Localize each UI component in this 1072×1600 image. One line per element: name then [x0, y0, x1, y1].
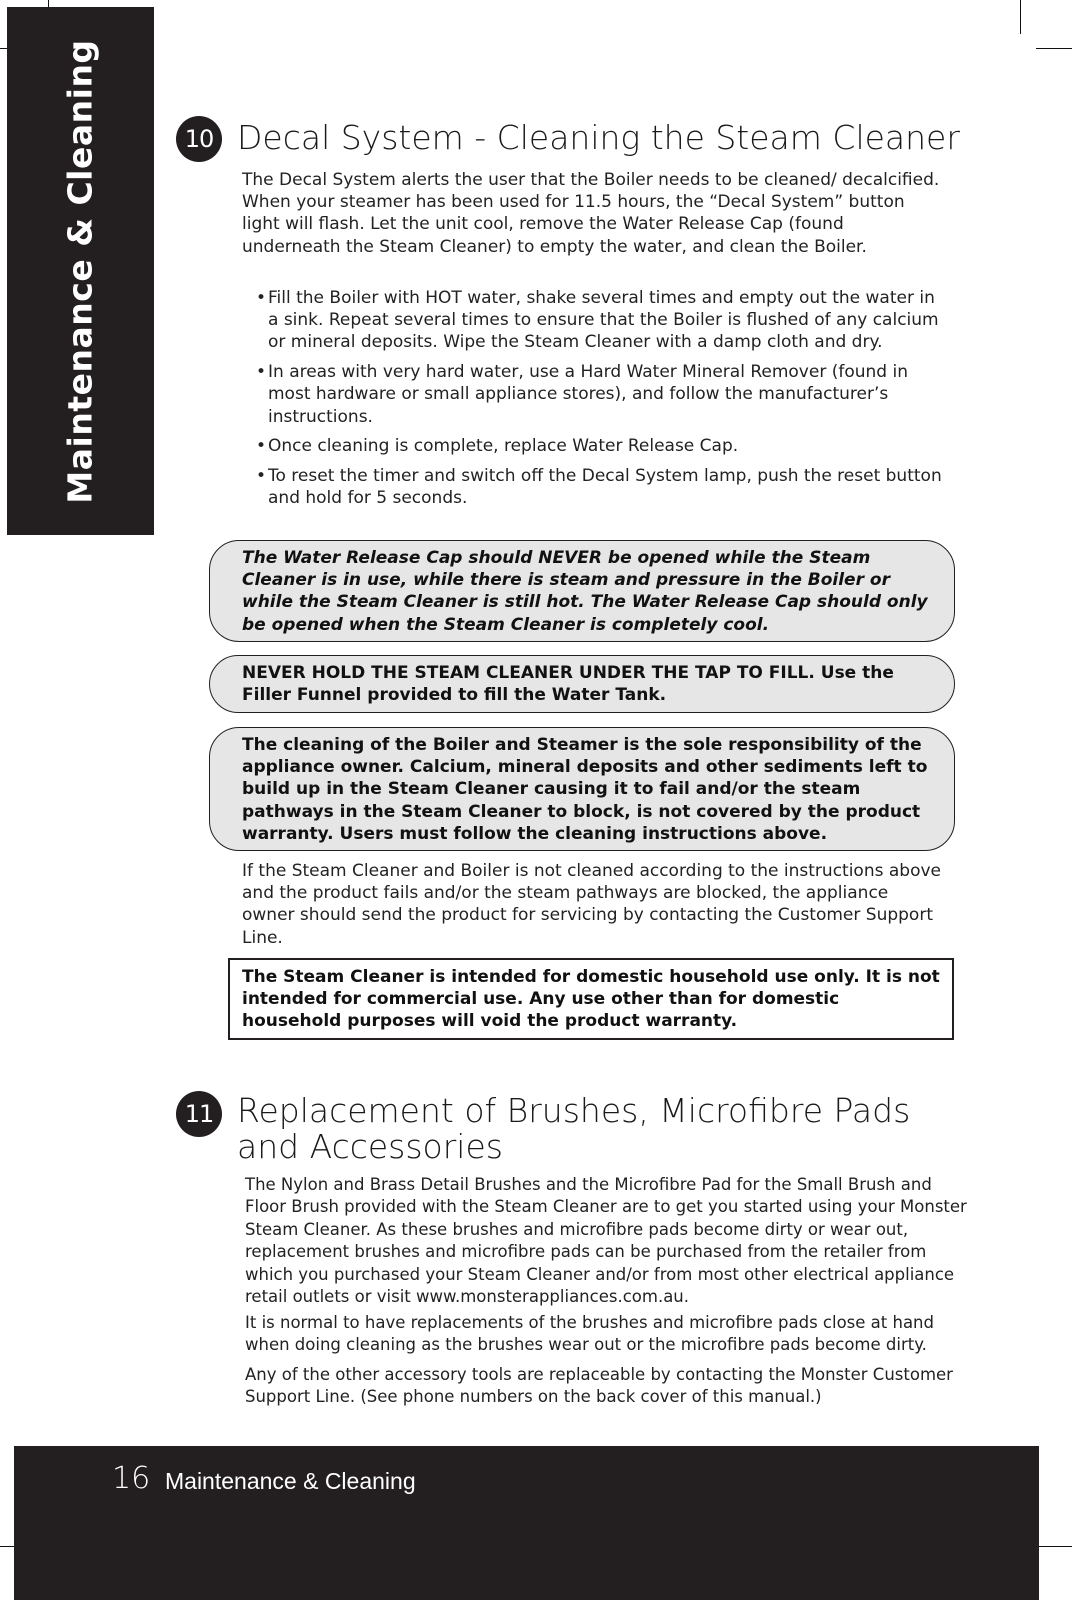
section-number-badge: 10: [176, 116, 222, 162]
section-title-line: and Accessories: [237, 1127, 503, 1166]
warranty-warning: The cleaning of the Boiler and Steamer is the sole responsibility of the appliance owner. Calcium, mineral deposits and other sediments left to build up in the Steam Cleaner causing it to fail and/or the steam pathways in the Steam Cleaner to block, is not covered by the product warranty. Users must follow the cleaning instructions above.: [209, 727, 955, 851]
service-note-paragraph: If the Steam Cleaner and Boiler is not cleaned according to the instructions above and the product fails and/or the steam pathways are blocked, the appliance owner should send the product for servicing by contacting the Customer Support Line.: [242, 861, 941, 948]
section-title: Decal System - Cleaning the Steam Cleaner: [237, 118, 960, 157]
bullet-icon: •: [256, 288, 267, 308]
side-tab: [7, 7, 154, 535]
section-number-badge: 11: [176, 1091, 222, 1137]
bullet-icon: •: [256, 465, 267, 486]
domestic-use-notice: The Steam Cleaner is intended for domestic household use only. It is not intended for commercial use. Any use other than for domestic household purposes will void the product warranty.: [228, 958, 954, 1040]
side-tab-label: Maintenance & Cleaning: [61, 38, 100, 504]
list-item: • Once cleaning is complete, replace Water Release Cap.: [256, 436, 739, 457]
footer-section-label: Maintenance & Cleaning: [165, 1468, 416, 1494]
replacement-paragraph: The Nylon and Brass Detail Brushes and the Microfibre Pad for the Small Brush and Floor Brush provided with the Steam Cleaner are to get you started using your Monster Steam Cleaner. As these brushes and microfibre pads become dirty or wear out, replacement brushes and microfibre pads can be purchased from the retailer from which you purchased your Steam Cleaner and/or from most other electrical appliance retail outlets or visit www.monsterappliances.com.au.: [245, 1175, 967, 1307]
cleaning-steps-list: [252, 287, 942, 517]
section-title: [237, 1093, 910, 1165]
list-item: • Fill the Boiler with HOT water, shake several times and empty out the water in a sink. Repeat several times to ensure that the Boiler is flushed of any calcium or mineral deposits. Wipe the Steam Cleaner with a damp cloth and dry.: [256, 288, 939, 353]
bullet-icon: •: [256, 362, 267, 383]
decal-intro-paragraph: The Decal System alerts the user that the Boiler needs to be cleaned/ decalcified. When your steamer has been used for 11.5 hours, the “Decal System” button light will flash. Let the unit cool, remove the Water Release Cap (found underneath the Steam Cleaner) to empty the water, and clean the Boiler.: [242, 170, 940, 257]
bullet-icon: •: [256, 436, 267, 457]
page-number: 16: [112, 1461, 151, 1496]
crop-mark: [1036, 48, 1072, 49]
replacement-paragraph: It is normal to have replacements of the brushes and microfibre pads close at hand when doing cleaning as the brushes wear out or the microfibre pads become dirty.: [245, 1313, 934, 1355]
crop-mark: [1036, 1546, 1072, 1547]
list-item: • To reset the timer and switch off the Decal System lamp, push the reset button and hold for 5 seconds.: [256, 465, 942, 509]
tap-fill-warning: NEVER HOLD THE STEAM CLEANER UNDER THE TAP TO FILL. Use the Filler Funnel provided to fill the Water Tank.: [209, 655, 955, 713]
list-item: • In areas with very hard water, use a Hard Water Mineral Remover (found in most hardware or small appliance stores), and follow the manufacturer’s instructions.: [256, 362, 908, 427]
crop-mark: [1020, 0, 1021, 34]
section-title-line: Replacement of Brushes, Microfibre Pads: [237, 1091, 911, 1130]
replacement-paragraph: Any of the other accessory tools are replaceable by contacting the Monster Customer Support Line. (See phone numbers on the back cover of this manual.): [245, 1365, 953, 1407]
water-release-cap-warning: The Water Release Cap should NEVER be opened while the Steam Cleaner is in use, while there is steam and pressure in the Boiler or while the Steam Cleaner is still hot. The Water Release Cap should only be opened when the Steam Cleaner is completely cool.: [209, 540, 955, 642]
